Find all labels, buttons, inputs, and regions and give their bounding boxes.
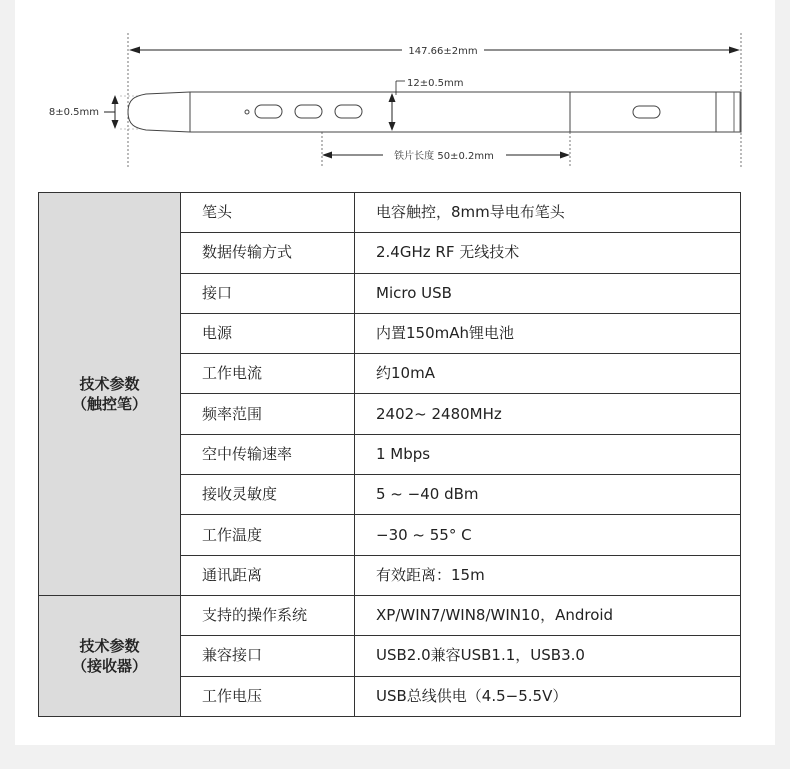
strip-length-label: 铁片长度 50±0.2mm xyxy=(394,151,494,162)
param-value: 电容触控，8mm导电布笔头 xyxy=(355,193,741,233)
param-value: 约10mA xyxy=(355,354,741,394)
param-value: 2402~ 2480MHz xyxy=(355,394,741,434)
spec-group-stylus xyxy=(39,193,741,596)
param-name: 接口 xyxy=(181,273,355,313)
param-value: 1 Mbps xyxy=(355,434,741,474)
charge-port-slot xyxy=(633,106,660,118)
stylus-dimension-diagram xyxy=(0,0,790,180)
param-name: 笔头 xyxy=(181,193,355,233)
param-name: 电源 xyxy=(181,313,355,353)
param-name: 工作温度 xyxy=(181,515,355,555)
table-row xyxy=(39,193,741,233)
group-label-receiver: 技术参数 （接收器） xyxy=(39,595,181,716)
tip-diameter-dimension xyxy=(49,95,140,129)
param-name: 工作电流 xyxy=(181,354,355,394)
param-value: USB2.0兼容USB1.1，USB3.0 xyxy=(355,636,741,676)
total-length-dimension xyxy=(129,46,740,57)
strip-length-dimension xyxy=(322,149,570,162)
param-value: USB总线供电（4.5−5.5V） xyxy=(355,676,741,716)
param-value: Micro USB xyxy=(355,273,741,313)
table-row xyxy=(39,595,741,635)
led-dot-icon xyxy=(245,110,249,114)
button-slot-3 xyxy=(335,105,362,118)
button-slot-1 xyxy=(255,105,282,118)
param-value: 2.4GHz RF 无线技术 xyxy=(355,233,741,273)
param-name: 兼容接口 xyxy=(181,636,355,676)
param-value: 5 ~ −40 dBm xyxy=(355,475,741,515)
param-name: 接收灵敏度 xyxy=(181,475,355,515)
spec-group-receiver xyxy=(39,595,741,716)
param-name: 空中传输速率 xyxy=(181,434,355,474)
param-name: 通讯距离 xyxy=(181,555,355,595)
param-name: 频率范围 xyxy=(181,394,355,434)
param-value: 有效距离：15m xyxy=(355,555,741,595)
param-name: 工作电压 xyxy=(181,676,355,716)
param-value: −30 ~ 55° C xyxy=(355,515,741,555)
param-name: 支持的操作系统 xyxy=(181,595,355,635)
button-slot-2 xyxy=(295,105,322,118)
total-length-label: 147.66±2mm xyxy=(408,46,478,57)
stylus-body xyxy=(128,92,741,132)
tip-diameter-label: 8±0.5mm xyxy=(48,107,99,118)
group-label-stylus: 技术参数 （触控笔） xyxy=(39,193,181,596)
spec-table xyxy=(38,192,741,717)
param-value: 内置150mAh锂电池 xyxy=(355,313,741,353)
segment-length-label: 12±0.5mm xyxy=(407,78,464,89)
param-value: XP/WIN7/WIN8/WIN10，Android xyxy=(355,595,741,635)
param-name: 数据传输方式 xyxy=(181,233,355,273)
